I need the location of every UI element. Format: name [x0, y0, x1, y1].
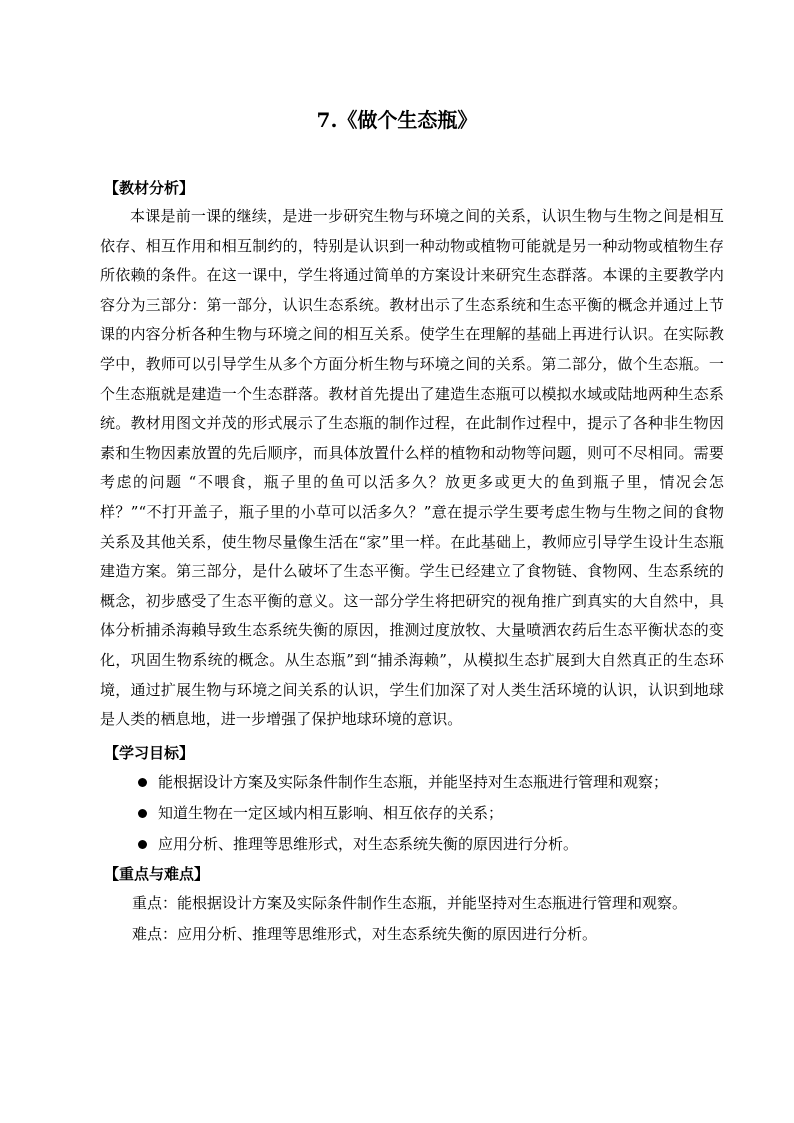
objective-text: 应用分析、推理等思维形式，对生态系统失衡的原因进行分析。	[158, 834, 579, 853]
list-item	[100, 767, 724, 798]
list-item	[100, 798, 724, 829]
section-heading-key-points: 【重点与难点】	[104, 864, 210, 883]
document-title: 7.《做个生态瓶》	[316, 108, 478, 132]
document-content	[100, 174, 724, 950]
section-heading-objectives: 【学习目标】	[104, 743, 195, 762]
list-item	[100, 829, 724, 860]
section-heading-analysis: 【教材分析】	[104, 179, 195, 197]
bullet-icon	[138, 778, 147, 787]
bullet-icon	[138, 809, 147, 818]
analysis-paragraph: 本课是前一课的继续，是进一步研究生物与环境之间的关系，认识生物与生物之间是相互依存、相互作用和相互制约的，特别是认识到一种动物或植物可能就是另一种动物或植物生存所依赖的条件。在这一课中，学生将通过简单的方案设计来研究生态群落。本课的主要教学内容分为三部分：第一部分，认识生态系统。教材出示了生态系统和生态平衡的概念并通过上节课的内容分析各种生物与环境之间的相互关系。使学生在理解的基础上再进行认识。在实际教学中，教师可以引导学生从多个方面分析生物与环境之间的关系。第二部分，做个生态瓶。一个生态瓶就是建造一个生态群落。教材首先提出了建造生态瓶可以模拟水域或陆地两种生态系统。教材用图文并茂的形式展示了生态瓶的制作过程，在此制作过程中，提示了各种非生物因素和生物因素放置的先后顺序，而具体放置什么样的植物和动物等问题，则可不尽相同。需要考虑的问题 “不喂食，瓶子里的鱼可以活多久？放更多或更大的鱼到瓶子里，情况会怎样？”“不打开盖子，瓶子里的小草可以活多久？”意在提示学生要考虑生物与生物之间的食物关系及其他关系，使生物尽量像生活在“家”里一样。在此基础上，教师应引导学生设计生态瓶建造方案。第三部分，是什么破坏了生态平衡。学生已经建立了食物链、食物网、生态系统的概念，初步感受了生态平衡的意义。这一部分学生将把研究的视角推广到真实的大自然中，具体分析捕杀海賴导致生态系统失衡的原因，推测过度放牧、大量喷洒农药后生态平衡状态的变化，巩固生物系统的概念。从生态瓶”到“捕杀海赖”，从模拟生态扩展到大自然真正的生态环境，通过扩展生物与环境之间关系的认识，学生们加深了对人类生活环境的认识，认识到地球是人类的栖息地，进一步增强了保护地球环境的意识。	[100, 207, 724, 729]
key-point-text: 重点：能根据设计方案及实际条件制作生态瓶，并能坚持对生态瓶进行管理和观察。	[132, 893, 688, 912]
objective-text: 知道生物在一定区域内相互影响、相互依存的关系；	[158, 803, 504, 822]
difficulty-text: 难点：应用分析、推理等思维形式，对生态系统失衡的原因进行分析。	[132, 924, 598, 943]
objectives-list	[100, 767, 724, 860]
bullet-icon	[138, 840, 147, 849]
objective-text: 能根据设计方案及实际条件制作生态瓶，并能坚持对生态瓶进行管理和观察；	[158, 772, 669, 791]
